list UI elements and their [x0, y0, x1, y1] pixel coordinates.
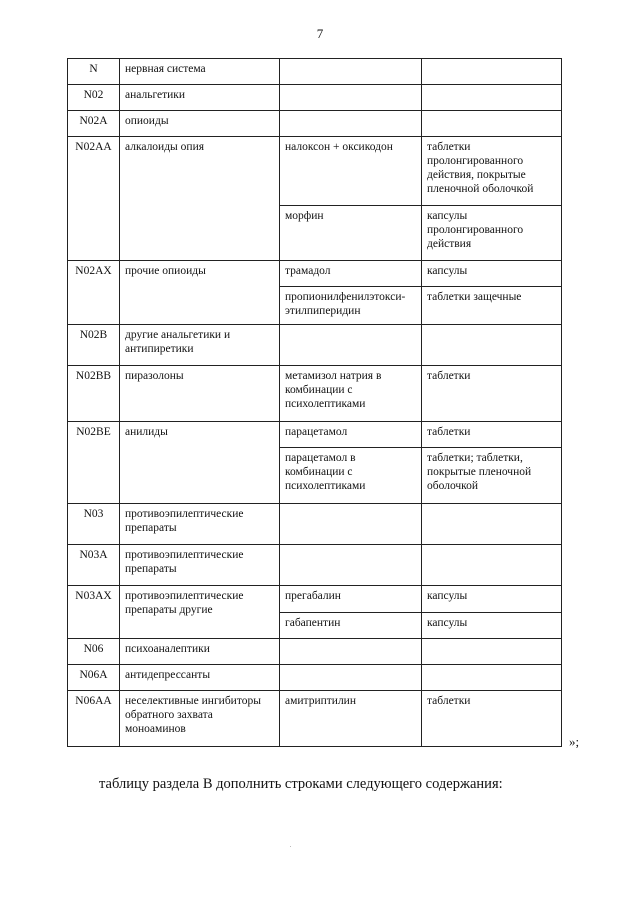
dosage-form-cell — [422, 504, 562, 545]
dosage-form-cell: таблетки — [422, 366, 562, 422]
drug-name-cell — [280, 665, 422, 691]
closing-quote-mark: »; — [569, 734, 580, 749]
dosage-form-cell: таблетки — [422, 422, 562, 448]
dosage-form-cell: капсулы — [422, 613, 562, 639]
atc-drug-table — [67, 58, 562, 747]
scan-speck — [290, 846, 291, 847]
atc-code-cell: N02BE — [68, 422, 120, 504]
drug-name-cell — [280, 639, 422, 665]
table-row — [68, 137, 562, 206]
drug-name-cell — [280, 325, 422, 366]
drug-name-cell — [280, 85, 422, 111]
atc-group-cell: другие анальгетики и антипиретики — [120, 325, 280, 366]
table-row — [68, 261, 562, 287]
drug-name-cell: прегабалин — [280, 586, 422, 613]
drug-name-cell: парацетамол в комбинации с психолептиками — [280, 448, 422, 504]
dosage-form-cell — [422, 59, 562, 85]
atc-code-cell: N06AA — [68, 691, 120, 747]
table-row — [68, 111, 562, 137]
atc-code-cell: N03A — [68, 545, 120, 586]
dosage-form-cell — [422, 111, 562, 137]
atc-group-cell: психоаналептики — [120, 639, 280, 665]
atc-group-cell: антидепрессанты — [120, 665, 280, 691]
table-row — [68, 586, 562, 613]
drug-name-cell: пропионилфенилэтокси-этилпиперидин — [280, 287, 422, 325]
table-row — [68, 422, 562, 448]
atc-code-cell: N02AX — [68, 261, 120, 325]
dosage-form-cell: таблетки; таблетки, покрытые пленочной оболочкой — [422, 448, 562, 504]
dosage-form-cell: таблетки — [422, 691, 562, 747]
dosage-form-cell: капсулы пролонгированного действия — [422, 206, 562, 261]
drug-name-cell: габапентин — [280, 613, 422, 639]
atc-code-cell: N02 — [68, 85, 120, 111]
dosage-form-cell: таблетки защечные — [422, 287, 562, 325]
table-row — [68, 366, 562, 422]
table-row — [68, 639, 562, 665]
atc-group-cell: нервная система — [120, 59, 280, 85]
drug-name-cell: морфин — [280, 206, 422, 261]
table-row — [68, 665, 562, 691]
atc-group-cell: опиоиды — [120, 111, 280, 137]
atc-code-cell: N02AA — [68, 137, 120, 261]
dosage-form-cell: таблетки пролонгированного действия, покрытые пленочной оболочкой — [422, 137, 562, 206]
drug-name-cell — [280, 504, 422, 545]
dosage-form-cell: капсулы — [422, 261, 562, 287]
table-row — [68, 325, 562, 366]
drug-name-cell — [280, 59, 422, 85]
table-row — [68, 59, 562, 85]
dosage-form-cell — [422, 665, 562, 691]
drug-name-cell: трамадол — [280, 261, 422, 287]
atc-code-cell: N03 — [68, 504, 120, 545]
drug-name-cell — [280, 111, 422, 137]
dosage-form-cell: капсулы — [422, 586, 562, 613]
atc-code-cell: N02BB — [68, 366, 120, 422]
atc-code-cell: N06 — [68, 639, 120, 665]
table-row — [68, 504, 562, 545]
atc-code-cell: N03AX — [68, 586, 120, 639]
dosage-form-cell — [422, 85, 562, 111]
table-row — [68, 691, 562, 747]
atc-group-cell: алкалоиды опия — [120, 137, 280, 261]
drug-name-cell: налоксон + оксикодон — [280, 137, 422, 206]
drug-name-cell: амитриптилин — [280, 691, 422, 747]
atc-group-cell: анилиды — [120, 422, 280, 504]
atc-group-cell: противоэпилептические препараты — [120, 545, 280, 586]
dosage-form-cell — [422, 325, 562, 366]
drug-name-cell: парацетамол — [280, 422, 422, 448]
atc-group-cell: противоэпилептические препараты другие — [120, 586, 280, 639]
dosage-form-cell — [422, 545, 562, 586]
drug-name-cell: метамизол натрия в комбинации с психолептиками — [280, 366, 422, 422]
drug-name-cell — [280, 545, 422, 586]
atc-group-cell: анальгетики — [120, 85, 280, 111]
atc-group-cell: противоэпилептические препараты — [120, 504, 280, 545]
table-row — [68, 545, 562, 586]
atc-group-cell: пиразолоны — [120, 366, 280, 422]
table-row — [68, 85, 562, 111]
atc-code-cell: N — [68, 59, 120, 85]
atc-code-cell: N02A — [68, 111, 120, 137]
atc-group-cell: прочие опиоиды — [120, 261, 280, 325]
atc-code-cell: N02B — [68, 325, 120, 366]
atc-code-cell: N06A — [68, 665, 120, 691]
page-number: 7 — [316, 26, 324, 41]
instruction-paragraph: таблицу раздела В дополнить строками следующего содержания: — [99, 776, 503, 792]
dosage-form-cell — [422, 639, 562, 665]
atc-group-cell: неселективные ингибиторы обратного захвата моноаминов — [120, 691, 280, 747]
